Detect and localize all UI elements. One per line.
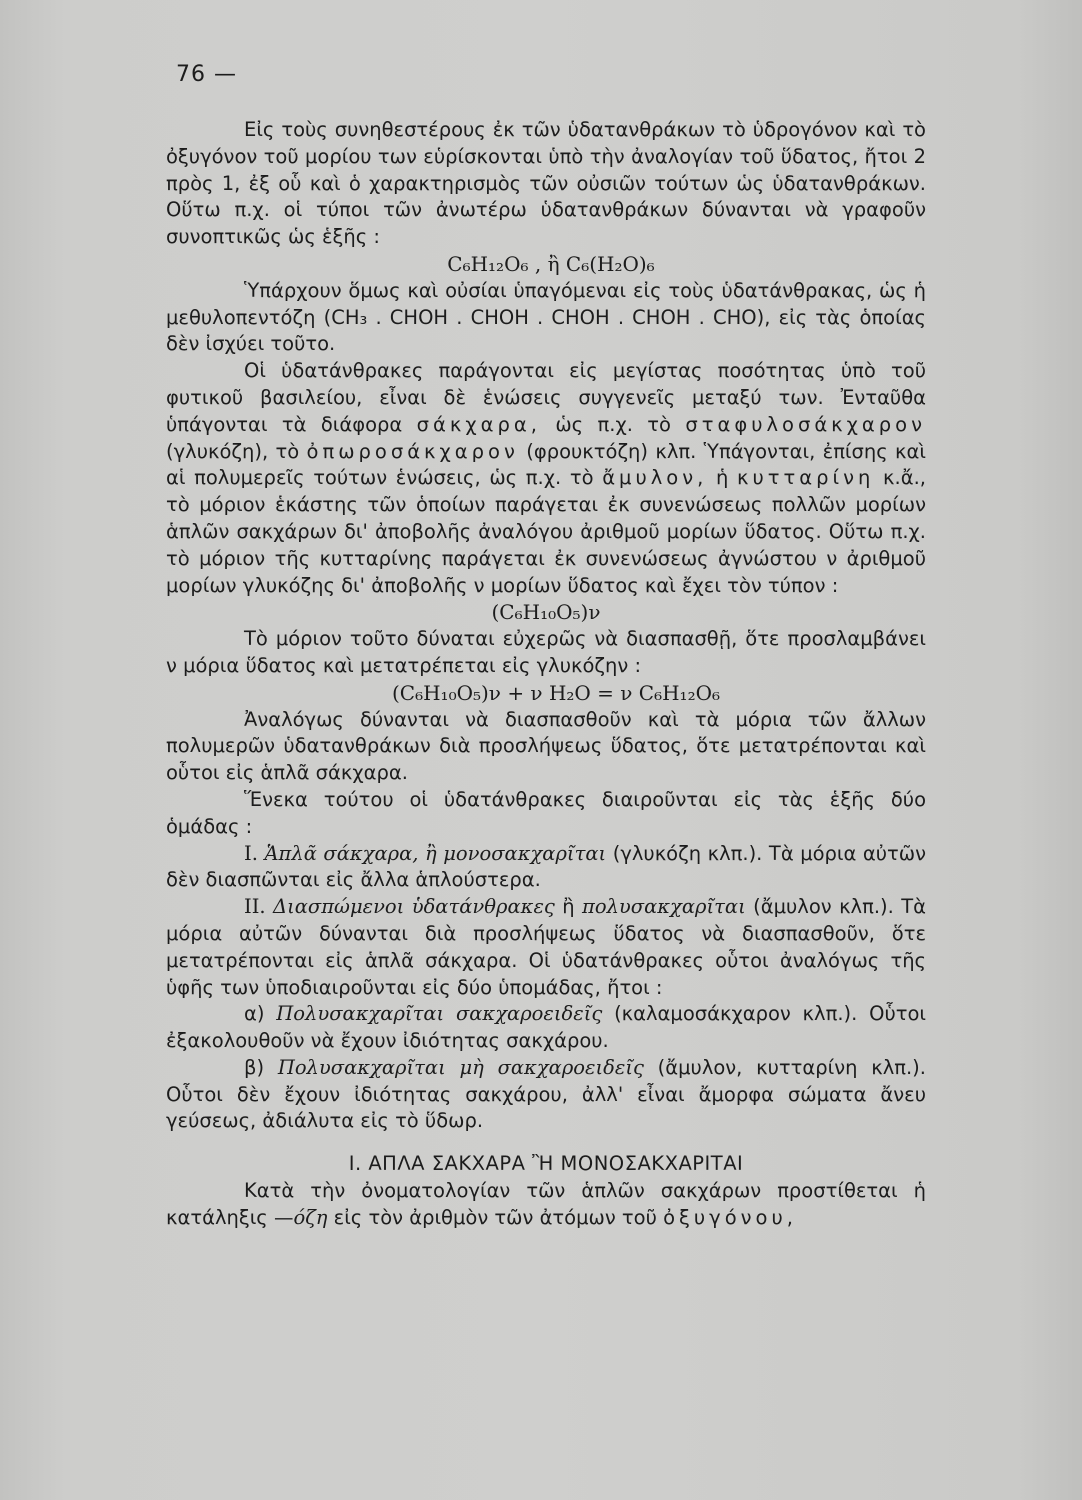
item-number: α) (244, 1002, 265, 1026)
paragraph-last (166, 1178, 926, 1232)
text-run: (γλυκόζη), τὸ (166, 439, 300, 463)
spaced-term: ἄμυλον, (602, 466, 708, 490)
paragraph-4: Τὸ μόριον τοῦτο δύναται εὐχερῶς νὰ διασπασθῇ, ὅτε προσλαμβάνει ν μόρια ὕδατος καὶ μετατρέπεται εἰς γλυκόζην : (166, 627, 926, 677)
text-run: ἡ (715, 466, 729, 490)
formula-2: (C₆H₁₀O₅)ν (491, 600, 601, 625)
page-text (166, 117, 926, 1232)
italic-term: Ἁπλᾶ σάκχαρα, ἢ μονοσακχαρῖται (264, 841, 607, 865)
text-run: ἢ (562, 895, 575, 919)
spaced-term: ὀπωροσάκχαρον (306, 439, 519, 463)
paragraph-2: Ὑπάρχουν ὅμως καὶ οὐσίαι ὑπαγόμεναι εἰς τοὺς ὑδατάνθρακας, ὡς ἡ μεθυλοπεντόζη (CH₃ . CHOH . CHOH . CHOH . CHOH . CHO), εἰς τὰς ὁποίας δὲν ἰσχύει τοῦτο. (166, 278, 926, 356)
paragraph-1: Εἰς τοὺς συνηθεστέρους ἐκ τῶν ὑδατανθράκων τὸ ὑδρογόνον καὶ τὸ ὀξυγόνον τοῦ μορίου των εὑρίσκονται ὑπὸ τὴν ἀναλογίαν τοῦ ὕδατος, ἤτοι 2 πρὸς 1, ἐξ οὗ καὶ ὁ χαρακτηρισμὸς τῶν οὐσιῶν τούτων ὡς ὑδατανθράκων. Οὕτω π.χ. οἱ τύποι τῶν ἀνωτέρω ὑδατανθράκων δύνανται νὰ γραφοῦν συνοπτικῶς ὡς ἑξῆς : (166, 118, 926, 249)
item-number: β) (244, 1055, 265, 1079)
italic-term: πολυσακχαρῖται (582, 895, 746, 919)
italic-term: Διασπώμενοι ὑδατάνθρακες (273, 895, 555, 919)
paragraph-6: Ἕνεκα τούτου οἱ ὑδατάνθρακες διαιροῦνται εἰς τὰς ἑξῆς δύο ὁμάδας : (166, 787, 926, 838)
spaced-term: ὀξυγόνου, (663, 1205, 797, 1229)
italic-term: όζη (293, 1205, 328, 1229)
sub-item-a (166, 1001, 926, 1055)
page-number: 76 — (176, 62, 237, 87)
formula-3: (C₆H₁₀O₅)ν + ν H₂O = ν C₆H₁₂O₆ (391, 680, 721, 705)
text-run: (ἄμυλον, κυτταρίνη κλπ.). Οὗτοι δὲν ἔχουν ἰδιότητας σακχάρου, ἀλλ' εἶναι ἄμορφα σώματα ἄνευ γεύσεως, ἀδιάλυτα εἰς τὸ ὕδωρ. (166, 1055, 926, 1133)
list-item-1 (166, 841, 926, 895)
section-heading: I. ΑΠΛΑ ΣΑΚΧΑΡΑ Ἢ ΜΟΝΟΣΑΚΧΑΡΙΤΑΙ (348, 1152, 744, 1176)
spaced-term: κυτταρίνη (737, 466, 875, 490)
text-run: (ἄμυλον κλπ.). Τὰ μόρια αὐτῶν δύνανται διὰ προσλήψεως ὕδατος νὰ διασπασθοῦν, ὅτε μετατρέπονται εἰς ἁπλᾶ σάκχαρα. Οἱ ὑδατάνθρακες οὗτοι ἀναλόγως τῆς ὑφῆς των ὑποδιαιροῦνται εἰς δύο ὑπομάδας, ἤτοι : (166, 895, 927, 999)
sub-item-b (166, 1055, 926, 1135)
item-number: I. (244, 841, 258, 865)
item-number: II. (244, 895, 266, 919)
paragraph-5: Ἀναλόγως δύνανται νὰ διασπασθοῦν καὶ τὰ μόρια τῶν ἄλλων πολυμερῶν ὑδατανθράκων διὰ προσλήψεως ὕδατος, ὅτε μετατρέπονται καὶ οὗτοι εἰς ἁπλᾶ σάκχαρα. (166, 707, 926, 785)
text-run: κ.ἄ., τὸ μόριον ἑκάστης τῶν ὁποίων παράγεται ἐκ συνενώσεως πολλῶν μορίων ἁπλῶν σακχάρων δι' ἀποβολῆς ἀναλόγου ἀριθμοῦ μορίων ὕδατος. Οὕτω π.χ. τὸ μόριον τῆς κυτταρίνης παράγεται ἐκ συνενώσεως ἀγνώστου ν ἀριθμοῦ μορίων γλυκόζης δι' ἀποβολῆς ν μορίων ὕδατος καὶ ἔχει τὸν τύπον : (166, 466, 926, 597)
text-run: Κατὰ τὴν ὀνοματολογίαν τῶν ἁπλῶν σακχάρων προστίθεται ἡ κατάληξις — (166, 1179, 926, 1229)
text-run: (γλυκόζη κλπ.). Τὰ μόρια αὐτῶν δὲν διασπῶνται εἰς ἄλλα ἁπλούστερα. (166, 841, 926, 892)
spaced-term: σταφυλοσάκχαρον (685, 412, 926, 436)
paragraph-3 (166, 358, 926, 599)
list-item-2 (166, 894, 926, 1001)
text-run: ὡς π.χ. τὸ (555, 412, 671, 436)
spaced-term: σάκχαρα, (416, 412, 541, 436)
italic-term: Πολυσακχαρῖται σακχαροειδεῖς (276, 1002, 603, 1026)
formula-1: C₆H₁₂O₆ , ἢ C₆(H₂O)₆ (447, 251, 655, 276)
text-run: Οἱ ὑδατάνθρακες παράγονται εἰς μεγίστας ποσότητας ὑπὸ τοῦ φυτικοῦ βασιλείου, εἶναι δὲ ἑνώσεις συγγενεῖς μεταξύ των. Ἐνταῦθα ὑπάγονται τὰ διάφορα (166, 359, 926, 436)
italic-term: Πολυσακχαρῖται μὴ σακχαροειδεῖς (277, 1055, 644, 1079)
text-run: εἰς τὸν ἀριθμὸν τῶν ἀτόμων τοῦ (333, 1205, 657, 1229)
text-run: (φρουκτόζη) κλπ. Ὑπάγονται, ἐπίσης καὶ αἱ πολυμερεῖς τούτων ἑνώσεις, ὡς π.χ. τὸ (166, 439, 926, 490)
text-run: (καλαμοσάκχαρον κλπ.). Οὗτοι ἐξακολουθοῦν νὰ ἔχουν ἰδιότητας σακχάρου. (166, 1002, 926, 1053)
